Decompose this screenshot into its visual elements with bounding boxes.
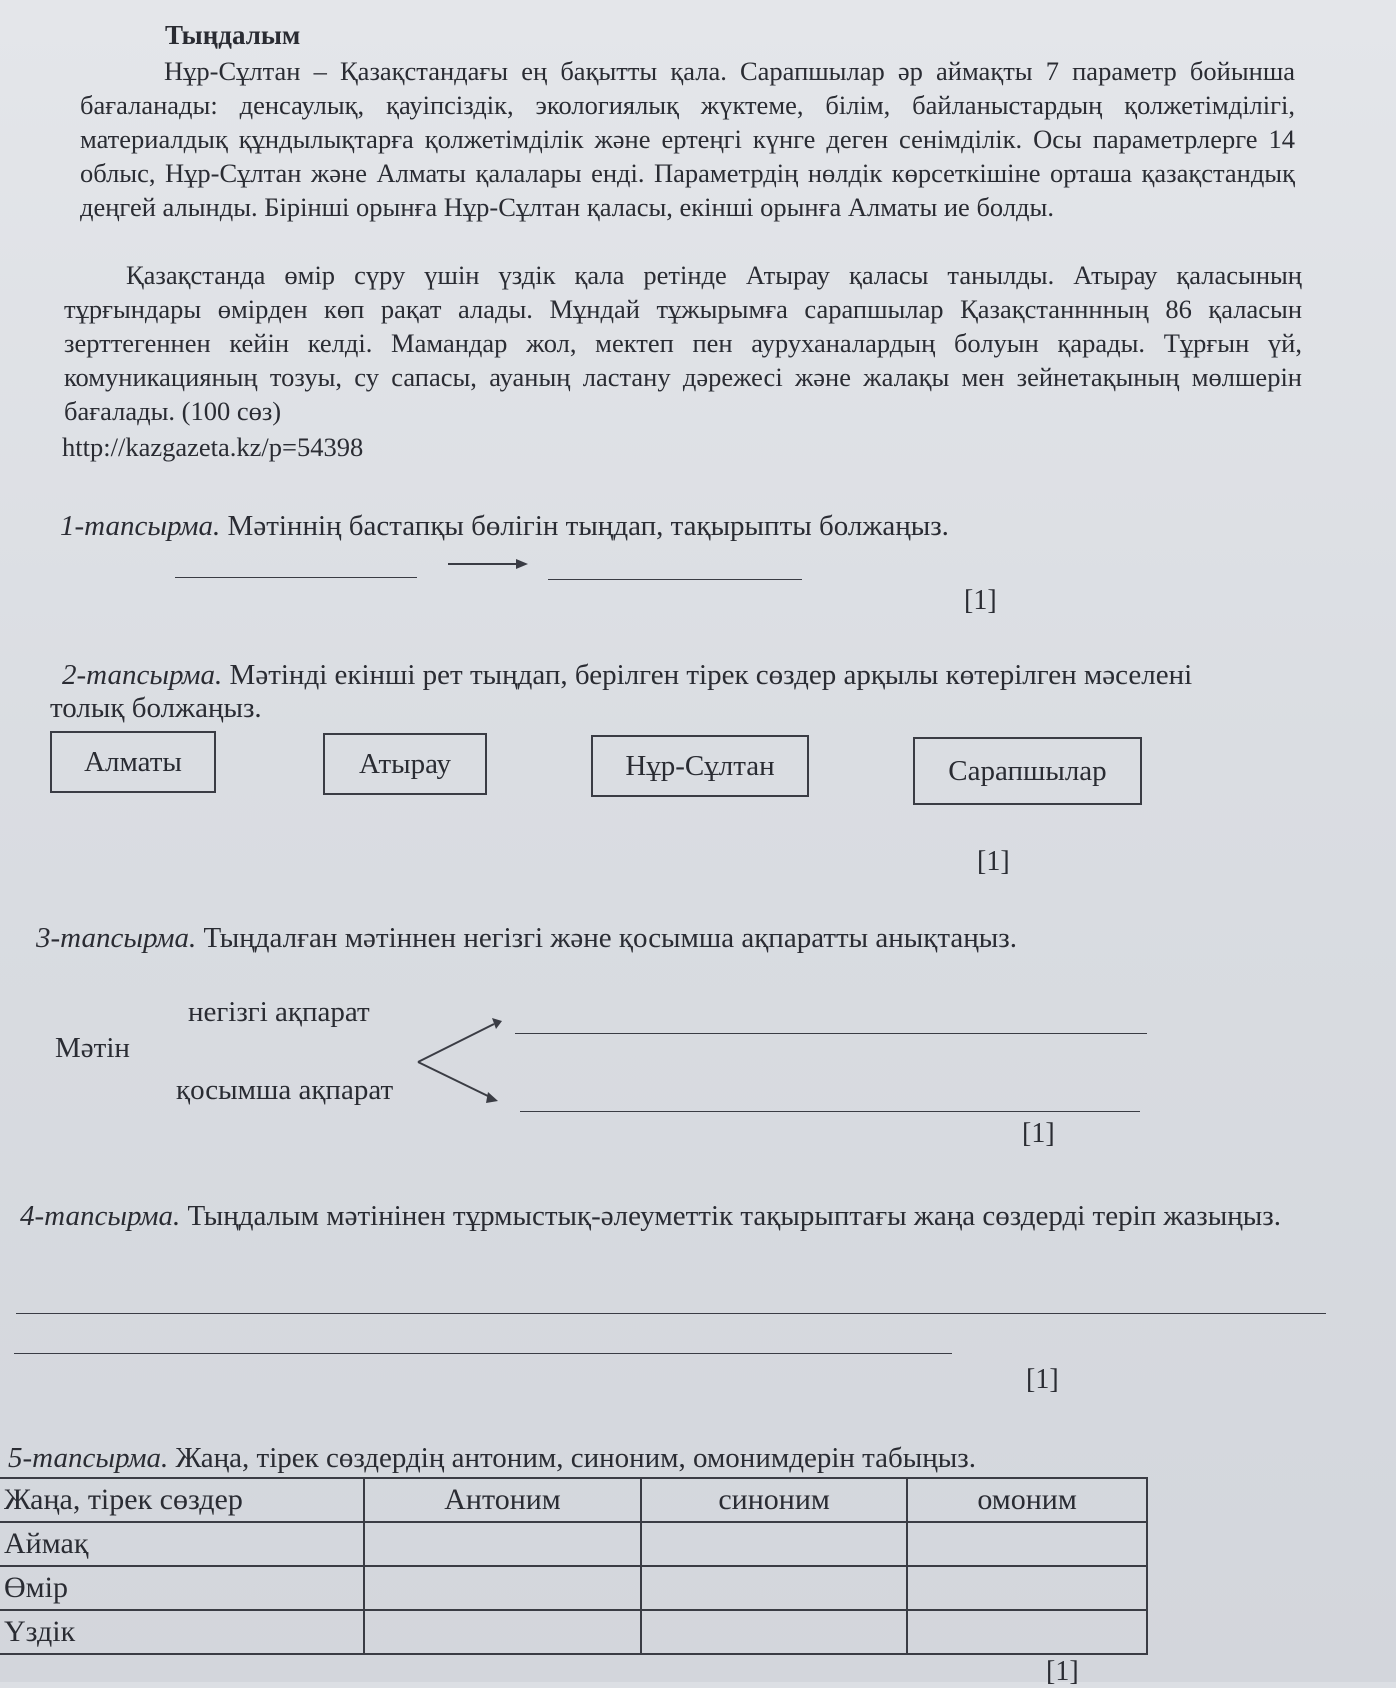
table-row bbox=[0, 1522, 1147, 1566]
table-cell-antonym[interactable] bbox=[364, 1566, 641, 1610]
text-paragraph-2: Қазақстанда өмір сүру үшін үздік қала ретінде Атырау қаласы танылды. Атырау қаласының тұрғындары өмірден көп рақат алады. Мұндай тұжырымға сарапшылар Қазақстанннның 86 қаласын зерттегеннен кейін келді. Мамандар жол, мектеп пен ауруханалардың болуын қарады. Тұрғын үй, комуникацияның тозуы, су сапасы, ауаның ластану дәрежесі және жалақы мен зейнетақының мөлшерін бағалады. (100 сөз) bbox=[64, 260, 1302, 426]
table-cell-homonym[interactable] bbox=[907, 1522, 1147, 1566]
table-cell-synonym[interactable] bbox=[641, 1522, 907, 1566]
branch-arrows-icon bbox=[410, 1015, 510, 1105]
word-box-nur-sultan: Нұр-Сұлтан bbox=[591, 735, 809, 797]
task1-score: [1] bbox=[964, 585, 997, 616]
table-row-word: Үздік bbox=[0, 1610, 364, 1654]
task5-prompt bbox=[8, 1442, 976, 1475]
task4-score: [1] bbox=[1026, 1364, 1059, 1395]
arrow-right-icon bbox=[448, 556, 530, 572]
task1-answer-line-left[interactable] bbox=[175, 577, 417, 578]
task2-score: [1] bbox=[977, 846, 1010, 877]
task2-label: 2-тапсырма. bbox=[62, 659, 223, 691]
task3-main-info-line[interactable] bbox=[515, 1033, 1147, 1034]
table-cell-synonym[interactable] bbox=[641, 1610, 907, 1654]
task4-answer-line-2[interactable] bbox=[14, 1353, 952, 1354]
table-cell-antonym[interactable] bbox=[364, 1522, 641, 1566]
section-title: Тыңдалым bbox=[165, 20, 301, 50]
table-header-cell: Антоним bbox=[364, 1478, 641, 1522]
task4-prompt bbox=[20, 1200, 1310, 1233]
task1-label: 1-тапсырма. bbox=[60, 510, 221, 542]
task2-prompt bbox=[50, 659, 1250, 725]
task2-text: Мәтінді екінші рет тыңдап, берілген тірек сөздер арқылы көтерілген мәселені толық болжаңыз. bbox=[50, 659, 1193, 724]
table-cell-synonym[interactable] bbox=[641, 1566, 907, 1610]
source-link[interactable]: http://kazgazeta.kz/p=54398 bbox=[62, 432, 364, 462]
table-header-cell: омоним bbox=[907, 1478, 1147, 1522]
task3-text: Тыңдалған мәтіннен негізгі және қосымша ақпаратты анықтаңыз. bbox=[203, 922, 1017, 954]
diagram-branch-extra-label: қосымша ақпарат bbox=[176, 1074, 394, 1106]
task5-score: [1] bbox=[1046, 1656, 1079, 1687]
table-header-cell: синоним bbox=[641, 1478, 907, 1522]
task3-extra-info-line[interactable] bbox=[520, 1111, 1140, 1112]
task3-label: 3-тапсырма. bbox=[36, 922, 197, 954]
task3-prompt bbox=[36, 922, 1017, 955]
word-box-atyrau: Атырау bbox=[323, 733, 487, 795]
task4-text: Тыңдалым мәтінінен тұрмыстық-әлеуметтік тақырыптағы жаңа сөздерді теріп жазыңыз. bbox=[187, 1200, 1281, 1232]
table-header-row bbox=[0, 1478, 1147, 1522]
table-header-cell: Жаңа, тірек сөздер bbox=[0, 1478, 364, 1522]
task3-score: [1] bbox=[1022, 1118, 1055, 1149]
table-row bbox=[0, 1566, 1147, 1610]
table-cell-antonym[interactable] bbox=[364, 1610, 641, 1654]
table-row bbox=[0, 1610, 1147, 1654]
word-box-sarapshylar: Сарапшылар bbox=[913, 737, 1142, 805]
task5-text: Жаңа, тірек сөздердің антоним, синоним, омонимдерін табыңыз. bbox=[175, 1442, 976, 1474]
task4-answer-line-1[interactable] bbox=[16, 1313, 1326, 1314]
task4-label: 4-тапсырма. bbox=[20, 1200, 181, 1232]
task1-answer-line-right[interactable] bbox=[548, 579, 802, 580]
word-box-almaty: Алматы bbox=[50, 731, 216, 793]
diagram-branch-main-label: негізгі ақпарат bbox=[188, 996, 370, 1028]
task1-prompt bbox=[60, 510, 949, 543]
diagram-root-label: Мәтін bbox=[55, 1032, 130, 1064]
table-cell-homonym[interactable] bbox=[907, 1566, 1147, 1610]
task1-text: Мәтіннің бастапқы бөлігін тыңдап, тақырыпты болжаңыз. bbox=[227, 510, 949, 542]
word-table bbox=[0, 1477, 1148, 1655]
table-row-word: Өмір bbox=[0, 1566, 364, 1610]
text-paragraph-1: Нұр-Сұлтан – Қазақстандағы ең бақытты қала. Сарапшылар әр аймақты 7 параметр бойынша бағаланады: денсаулық, қауіпсіздік, экологиялық жүктеме, білім, байланыстардың қолжетімділігі, материалдық құндылықтарға қолжетімділік және ертеңгі күнге деген сенімділік. Осы параметрлерге 14 облыс, Нұр-Сұлтан және Алматы қалалары енді. Параметрдің нөлдік көрсеткішіне орташа қазақстандық деңгей алынды. Бірінші орынға Нұр-Сұлтан қаласы, екінші орынға Алматы ие болды. bbox=[80, 56, 1295, 222]
task5-label: 5-тапсырма. bbox=[8, 1442, 169, 1474]
table-row-word: Аймақ bbox=[0, 1522, 364, 1566]
table-cell-homonym[interactable] bbox=[907, 1610, 1147, 1654]
